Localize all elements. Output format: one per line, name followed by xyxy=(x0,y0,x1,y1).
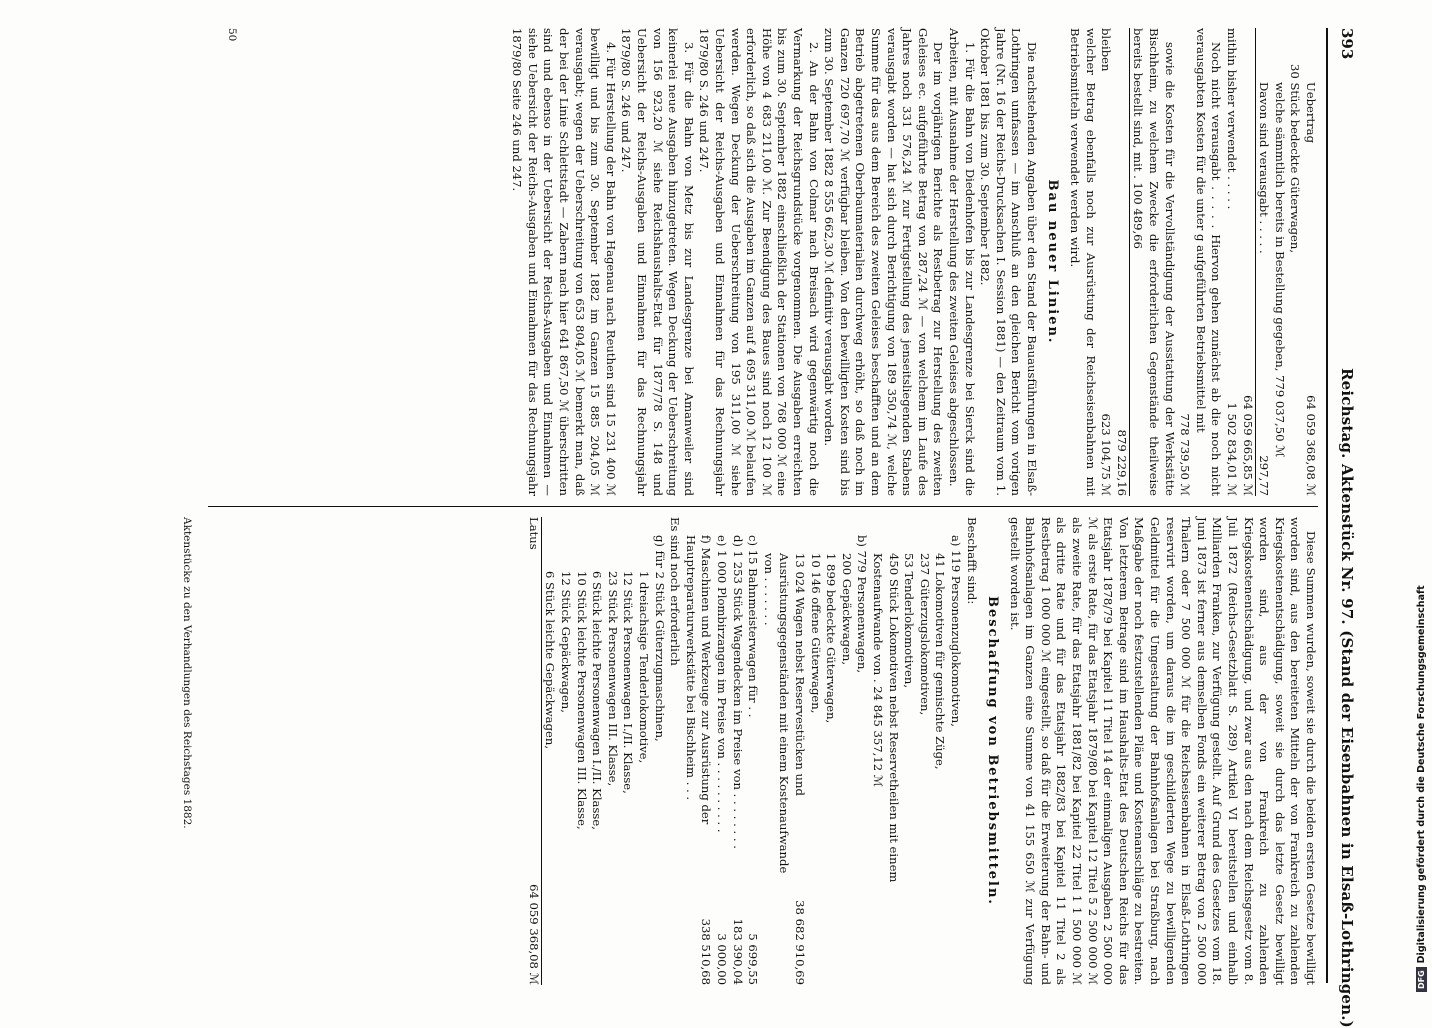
rolling-stock-item xyxy=(745,517,761,985)
running-title: Reichstag. Aktenstück Nr. 97. (Stand der Eisenbahnen in Elsaß-Lothringen.) xyxy=(1338,368,1356,1028)
rolling-stock-item xyxy=(667,517,683,985)
item-value xyxy=(573,979,589,985)
item-value xyxy=(651,979,667,985)
item-text: 6 Stück leichte Gepäckwagen, xyxy=(543,571,558,750)
item-text: 41 Lokomotiven für gemischte Züge, xyxy=(933,553,948,770)
subtotal: 64 059 665,85 ℳ xyxy=(1239,28,1256,496)
rolling-stock-item xyxy=(713,517,729,985)
rolling-stock-item xyxy=(823,517,839,985)
remaining-amount: 778 739,50 ℳ xyxy=(1178,413,1193,496)
dfg-logo: DFG xyxy=(1416,967,1427,992)
subtotal: 879 229,16 xyxy=(1113,28,1130,496)
item-value xyxy=(620,979,636,985)
item-value xyxy=(947,979,963,985)
rolling-stock-item xyxy=(807,517,823,985)
rolling-stock-item xyxy=(932,517,948,985)
carryover-row: welche sämmtlich bereits in Bestellung gegeben, 779 037,50 ℳ xyxy=(1272,82,1287,458)
item-value xyxy=(807,979,823,985)
rolling-stock-item xyxy=(558,517,574,985)
item-value: 5 699,55 xyxy=(746,933,761,985)
item-value xyxy=(558,979,574,985)
rolling-stock-item xyxy=(542,517,558,985)
rolling-stock-list xyxy=(542,517,963,985)
paragraph: sowie die Kosten für die Vervollständigung der Ausstattung der Werkstätte Bischheim, zu welchem Zwecke die erforderlichen Gegenstände theilweise bereits bestellt sind, mit . 100 489,66 xyxy=(1131,28,1177,496)
digitization-credit xyxy=(1416,585,1427,992)
carryover-row: Uebertrag 64 059 368,08 ℳ xyxy=(1304,82,1318,496)
item-value xyxy=(589,979,605,985)
item-text: 12 Stück Personenwagen I./II. Klasse, xyxy=(621,571,636,794)
paragraph: 1. Für die Bahn von Diedenhofen bis zur Landesgrenze bei Sierck sind die Arbeiten, mit Ausnahme der Herstellung des zweiten Geleises abgeschlossen. xyxy=(946,28,977,496)
item-text: c) 15 Bahnmeisterwagen für . . xyxy=(746,535,761,718)
item-value xyxy=(838,979,854,985)
paragraph: 4. Für Herstellung der Bahn von Hagenau nach Reuthen sind 15 231 400 ℳ bewilligt und bis zum 30. September 1882 im Ganzen 15 885 204,05 ℳ verausgabt; wegen der Ueberschreitung von 653 804,05 ℳ bemerkt man, daß der bei der Linie Schlettstadt — Zabern nach hier 641 867,50 ℳ überschritten sind und ebenso in der Uebersicht der Reichs-Ausgaben und Einnahmen — siehe Uebersicht der Reichs-Ausgaben und Einnahmen für das Rechnungsjahr 1879/80 Seite 246 und 247. xyxy=(510,28,618,496)
item-text: 6 Stück leichte Personenwagen I./II. Klasse, xyxy=(590,571,605,830)
item-text: e) 1 000 Plombirzangen im Preise von . . . . . . . . . . xyxy=(715,535,730,833)
source-note: Aktenstücke zu den Verhandlungen des Reichstages 1882. xyxy=(181,517,193,829)
rolling-stock-item xyxy=(573,517,589,985)
item-text: 1 dreiachsige Tenderlokomotive, xyxy=(637,571,652,764)
rolling-stock-item xyxy=(635,517,651,985)
item-text: 12 Stück Gepäckwagen, xyxy=(559,571,574,713)
item-text: 1 899 bedeckte Güterwagen, xyxy=(824,553,839,724)
rotated-document-page xyxy=(163,22,1358,1028)
item-text: d) 1 253 Stück Wagendecken im Preise von . . . . . . . . xyxy=(730,535,745,849)
item-text: 237 Güterzugslokomotiven, xyxy=(917,553,932,716)
item-value: 38 682 910,69 xyxy=(793,900,807,985)
item-text: b) 779 Personenwagen, xyxy=(855,535,870,674)
remaining-text: Noch nicht verausgabt . . . . . Hiervon gehen zunächst ab die noch nicht verausgabten Kosten für die unter g aufgeführten Betriebsmittel mit xyxy=(1193,28,1224,496)
item-text: Es sind noch erforderlich xyxy=(668,517,683,666)
item-value xyxy=(604,979,620,985)
sheet-number: 50 xyxy=(226,28,238,42)
item-value xyxy=(542,979,558,985)
paragraph: welcher Betrag ebenfalls noch zur Ausrüstung der Reichseisenbahnen mit Betriebsmitteln verwendet werden wird. xyxy=(1068,28,1098,496)
paragraph: Die nachstehenden Angaben über den Stand der Bauausführungen in Elsaß-Lothringen umfassen — im Anschluß an den gleichen Bericht vom vorigen Jahre (Nr. 16 der Reichs-Drucksachen I. Session 1881) — den Zeitraum vom 1. Oktober 1881 bis zum 30. September 1882. xyxy=(978,28,1039,496)
item-value xyxy=(916,979,932,985)
rolling-stock-item xyxy=(604,517,620,985)
right-column xyxy=(525,517,1318,985)
page-number: 393 xyxy=(1338,28,1356,60)
paragraph: Der im vorjährigen Berichte als Restbetrag zur Herstellung des zweiten Geleises ec. aufgeführte Betrag von 287,24 ℳ — von welchem im Laufe des Jahres noch 331 576,24 ℳ zur Fertigstellung des jenseitsliegenden Stabens verausgabt worden — hat sich durch Berichtigung von 189 350,74 ℳ, welche Summe für das aus dem Bereich des zweiten Geleises beschafften und an dem Betrieb abgetretenen Oberbaumaterialien durchweg erhöht, so daß noch im Ganzen 720 697,70 ℳ verfügbar bleiben. Von den bewilligten Kosten sind bis zum 30. September 1882 8 555 662,30 ℳ definitiv verausgabt worden. xyxy=(822,28,946,496)
column-divider xyxy=(208,506,1318,507)
rolling-stock-item xyxy=(916,517,932,985)
rolling-stock-item xyxy=(651,517,667,985)
rolling-stock-item xyxy=(589,517,605,985)
paragraph: Diese Summen wurden, soweit sie durch die beiden ersten Gesetze bewilligt worden sind, aus den bereiteten Mitteln der von Frankreich zu zahlenden Kriegskostenentschädigung, soweit sie durch das letzte Gesetz bewilligt worden sind, aus der von Frankreich zu zahlenden Kriegskostenentschädigung, und zwar aus den nach dem Reichsgesetz vom 8. Juli 1872 (Reichs-Gesetzblatt S. 289) Artikel VI bereitstellen und einhalb Milliarden Franken, zur Verfügung gestellt. Auf Grund des Gesetzes vom 18. Juni 1873 ist ferner aus demselben Fonds ein weiterer Betrag von 2 500 000 Thalern oder 7 500 000 ℳ für die Reichseisenbahnen in Elsaß-Lothringen reservirt worden, um daraus die im geschilderten Wege zu bewilligenden Geldmittel für die Umgestaltung der Bahnhofsanlagen bei Straßburg, nach Maßgabe der noch festzustellenden Pläne und Kostenanschläge zu bestreiten. Von letzterem Betrage sind im Haushalts-Etat des Deutschen Reichs für das Etatsjahr 1878/79 bei Kapitel 11 Titel 14 der einmaligen Ausgaben 2 500 000 ℳ als erste Rate, für das Etatsjahr 1879/80 bei Kapitel 12 Titel 5 2 500 000 ℳ als zweite Rate, für das Etatsjahr 1881/82 bei Kapitel 22 Titel 1 1 500 000 ℳ als dritte Rate und für das Etatsjahr 1882/83 bei Kapitel 11 Titel 2 als Restbetrag 1 000 000 ℳ eingestellt, so daß für die Erweiterung der Bahn- und Bahnhofsanlagen im Ganzen eine Summe von 41 155 650 ℳ zur Verfügung gestellt worden ist. xyxy=(1007,517,1318,985)
rolling-stock-item xyxy=(620,517,636,985)
item-value xyxy=(932,979,948,985)
item-text: 10 146 offene Güterwagen, xyxy=(808,553,823,714)
page-header xyxy=(1332,28,1356,1028)
item-text: a) 119 Personenzuglokomotiven, xyxy=(948,535,963,727)
rolling-stock-item xyxy=(947,517,963,985)
item-value: 3 000,00 xyxy=(715,933,730,985)
item-text: g) für 2 Stück Güterzugmaschinen, xyxy=(652,535,667,742)
rolling-stock-item xyxy=(760,517,807,985)
item-value xyxy=(869,979,900,985)
remaining-row: mithin bisher verwendet . . . . . 1 502 834,01 ℳ xyxy=(1225,28,1240,496)
header-rule xyxy=(1326,28,1328,983)
item-value xyxy=(667,979,683,985)
carryover-row: Davon sind verausgabt . . . . . 297,77 xyxy=(1257,82,1272,496)
latus-row: Latus 64 059 368,08 ℳ xyxy=(526,517,541,985)
section-heading: Bau neuer Linien. xyxy=(1045,179,1061,345)
item-text: 450 Stück Lokomotiven nebst Reservetheilen mit einem Kostenaufwande von . 24 845 357,12 ℳ xyxy=(870,553,901,883)
paragraph: 2. An der Bahn von Colmar nach Breisach wird gegenwärtig noch die Vermarkung der Reichsgrundstücke vorgenommen. Die Ausgaben erreichten bis zum 30. September 1882 einschließlich der Stationen von 768 000 ℳ eine Höhe von 4 683 211,00 ℳ. Zur Beendigung des Baues sind noch 12 100 ℳ erforderlich, so daß sich die Ausgaben im Ganzen auf 4 695 311,00 ℳ belaufen werden. Wegen Deckung der Ueberschreitung von 195 311,00 ℳ siehe Uebersicht der Reichs-Ausgaben und Einnahmen für das Rechnungsjahr 1879/80 S. 246 und 247. xyxy=(697,28,821,496)
rolling-stock-item xyxy=(901,517,917,985)
item-text: 53 Tenderlokomotiven, xyxy=(902,553,917,689)
item-text: 13 024 Wagen nebst Reservestücken und Ausrüstungsgegenständen mit einem Kostenaufwande von . . . . . . . xyxy=(761,553,807,874)
item-text: 200 Gepäckwagen, xyxy=(839,553,854,666)
item-text: 10 Stück leichte Personenwagen III. Klasse, xyxy=(574,571,589,830)
item-value xyxy=(823,979,839,985)
digitization-text: Digitalisierung gefördert durch die Deutsche Forschungsgemeinschaft xyxy=(1416,585,1427,964)
rolling-stock-item xyxy=(729,517,745,985)
item-value: 183 390,04 xyxy=(730,918,745,985)
bleiben-row: bleiben 623 104,75 ℳ xyxy=(1099,28,1114,496)
item-text: f) Maschinen und Werkzeuge zur Ausrüstung der Hauptreparaturwerkstätte bei Bischheim . . . xyxy=(683,535,714,825)
item-value xyxy=(635,979,651,985)
carryover-row: 30 Stück bedeckte Güterwagen, xyxy=(1288,64,1303,254)
rolling-stock-item xyxy=(869,517,900,985)
section-heading: Beschaffung von Betriebsmitteln. xyxy=(985,596,1001,906)
rolling-stock-item xyxy=(682,517,713,985)
item-value xyxy=(901,979,917,985)
rolling-stock-item xyxy=(854,517,870,985)
item-text: 23 Stück Personenwagen III. Klasse, xyxy=(605,571,620,787)
beschafft-label: Beschafft sind: xyxy=(964,517,979,605)
left-column xyxy=(509,28,1318,496)
item-value xyxy=(854,979,870,985)
paragraph: 3. Für die Bahn von Metz bis zur Landesgrenze bei Amanweiler sind keinerlei neue Ausgaben hinzugetreten. Wegen Deckung der Ueberschreitung von 156 923,20 ℳ siehe Reichshaushalts-Etat für 1877/78 S. 148 und Uebersicht der Reichs-Ausgaben und Einnahmen für das Rechnungsjahr 1879/80 S. 246 und 247. xyxy=(619,28,696,496)
item-value: 338 510,68 xyxy=(699,918,714,985)
rolling-stock-item xyxy=(838,517,854,985)
